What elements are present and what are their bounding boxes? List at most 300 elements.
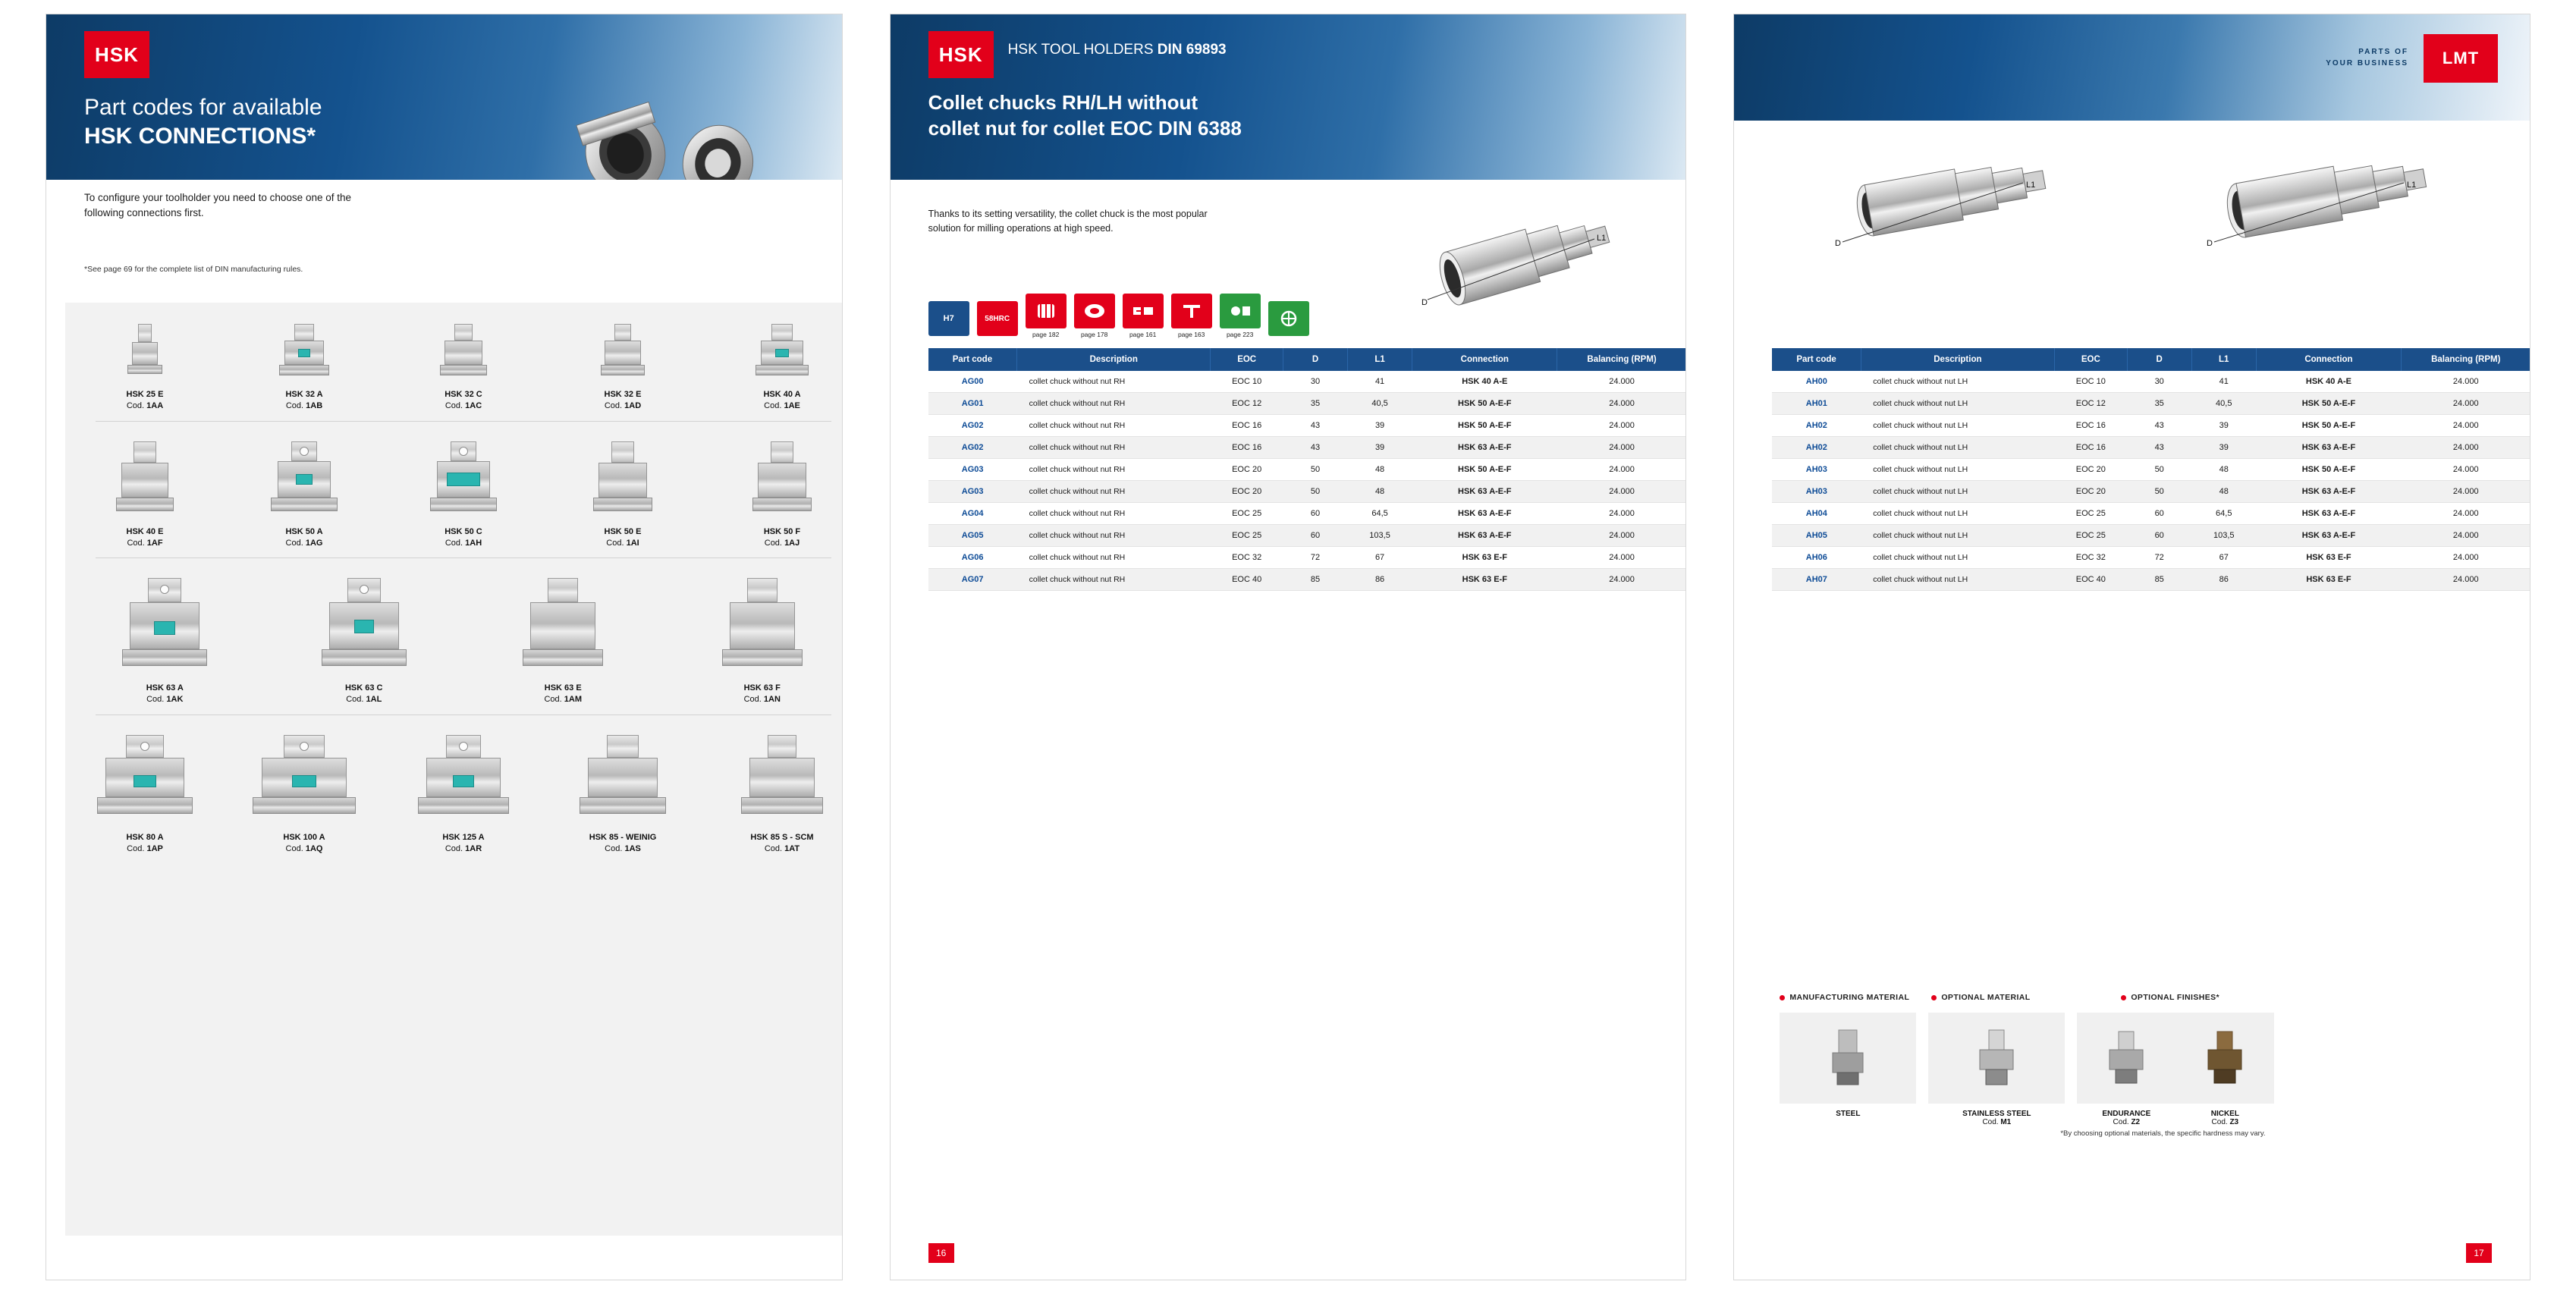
th-eoc: EOC	[2054, 348, 2127, 371]
cell-description: collet chuck without nut LH	[1861, 459, 2054, 481]
cell-l1: 64,5	[2191, 503, 2256, 525]
th-eoc: EOC	[1211, 348, 1283, 371]
cod-label: Cod.	[285, 400, 304, 410]
cell-eoc: EOC 12	[2054, 393, 2127, 415]
cell-balancing: 24.000	[2402, 415, 2530, 437]
th-description: Description	[1861, 348, 2054, 371]
page2-title	[928, 90, 1242, 142]
icon-group[interactable]	[975, 301, 1019, 338]
cod-value: 1AT	[784, 843, 800, 853]
cell-d: 60	[2127, 503, 2191, 525]
table-row[interactable]	[928, 393, 1687, 415]
connection-item[interactable]	[240, 324, 369, 412]
th-connection: Connection	[1412, 348, 1557, 371]
cell-part-code: AH07	[1772, 569, 1861, 591]
cell-balancing: 24.000	[1557, 503, 1686, 525]
icon-caption: page 161	[1129, 331, 1157, 338]
cell-d: 35	[1283, 393, 1348, 415]
cell-connection: HSK 50 A-E-F	[2256, 393, 2401, 415]
cell-eoc: EOC 16	[1211, 437, 1283, 459]
dimension-l1-label: L1	[2407, 181, 2417, 190]
cell-connection: HSK 40 A-E	[2256, 371, 2401, 393]
cell-eoc: EOC 20	[2054, 459, 2127, 481]
nut-icon	[1074, 294, 1115, 328]
connection-item[interactable]	[240, 441, 369, 549]
cell-part-code: AG00	[928, 371, 1017, 393]
cell-connection: HSK 63 A-E-F	[1412, 503, 1557, 525]
cell-d: 30	[1283, 371, 1348, 393]
cell-description: collet chuck without nut RH	[1017, 393, 1211, 415]
product-drawing-row	[1780, 128, 2523, 265]
cell-balancing: 24.000	[1557, 481, 1686, 503]
material-cards	[1780, 1013, 2523, 1126]
page-title	[84, 93, 322, 152]
connection-name: HSK 40 E	[126, 526, 164, 536]
cod-label: Cod.	[346, 695, 364, 705]
page2-title-line1: Collet chucks RH/LH without	[928, 91, 1198, 114]
connection-name: HSK 63 F	[743, 683, 781, 693]
icon-group[interactable]	[1073, 294, 1117, 338]
page2-title-line2: collet nut for collet EOC DIN 6388	[928, 116, 1242, 140]
icon-group[interactable]	[1218, 294, 1262, 338]
material-name: STEEL	[1836, 1110, 1861, 1118]
cell-balancing: 24.000	[2402, 503, 2530, 525]
balanced-glyph	[1276, 309, 1302, 328]
legend-head-optional-material	[1931, 993, 2121, 1002]
cell-connection: HSK 63 E-F	[1412, 569, 1557, 591]
cell-d: 85	[2127, 569, 2191, 591]
coolant-icon	[1220, 294, 1261, 328]
connection-item[interactable]	[80, 441, 209, 549]
th-l1: L1	[2191, 348, 2256, 371]
material-name: STAINLESS STEEL	[1962, 1110, 2031, 1118]
cell-l1: 103,5	[1348, 525, 1412, 547]
table-header-row	[928, 348, 1687, 371]
table-row[interactable]	[1772, 371, 2530, 393]
connection-item[interactable]	[558, 735, 687, 855]
cell-connection: HSK 50 A-E-F	[1412, 393, 1557, 415]
cell-d: 43	[1283, 437, 1348, 459]
lmt-logo: LMT	[2424, 34, 2498, 83]
parts-of-line2: YOUR BUSINESS	[2326, 59, 2409, 68]
cell-description: collet chuck without nut LH	[1861, 415, 2054, 437]
cell-description: collet chuck without nut LH	[1861, 525, 2054, 547]
cell-l1: 39	[2191, 415, 2256, 437]
cell-l1: 103,5	[2191, 525, 2256, 547]
icon-group[interactable]	[1121, 294, 1165, 338]
connection-item[interactable]	[284, 578, 444, 705]
table-row[interactable]	[928, 415, 1687, 437]
th-l1: L1	[1348, 348, 1412, 371]
icon-group[interactable]	[1024, 294, 1068, 338]
endurance-sample-icon	[2105, 1024, 2147, 1092]
cell-eoc: EOC 10	[2054, 371, 2127, 393]
page-collet-chucks-rh	[890, 14, 1687, 1280]
cod-label: Cod.	[764, 538, 782, 548]
legend-head-label: MANUFACTURING MATERIAL	[1789, 993, 1910, 1002]
feature-icon-row	[927, 294, 1311, 338]
bullet-icon	[1780, 995, 1785, 1000]
cell-eoc: EOC 40	[1211, 569, 1283, 591]
connection-item[interactable]	[718, 441, 843, 549]
material-card-stainless[interactable]	[1928, 1013, 2065, 1126]
cell-l1: 64,5	[1348, 503, 1412, 525]
table-row[interactable]	[928, 371, 1687, 393]
page-title-line2: HSK CONNECTIONS*	[84, 124, 316, 149]
icon-group[interactable]	[1170, 294, 1214, 338]
cod-value: 1AL	[366, 695, 382, 705]
cell-part-code: AH00	[1772, 371, 1861, 393]
cell-part-code: AG04	[928, 503, 1017, 525]
cell-d: 60	[2127, 525, 2191, 547]
th-part-code: Part code	[928, 348, 1017, 371]
cell-part-code: AH04	[1772, 503, 1861, 525]
table-row[interactable]	[928, 547, 1687, 569]
cell-description: collet chuck without nut LH	[1861, 371, 2054, 393]
cell-d: 43	[2127, 415, 2191, 437]
table-row[interactable]	[928, 569, 1687, 591]
cell-balancing: 24.000	[2402, 481, 2530, 503]
cod-value: 1AS	[624, 843, 641, 853]
cell-l1: 48	[1348, 459, 1412, 481]
cell-connection: HSK 63 E-F	[1412, 547, 1557, 569]
cod-label: Cod.	[285, 538, 303, 548]
steel-sample-icon	[1825, 1024, 1871, 1092]
cell-l1: 40,5	[2191, 393, 2256, 415]
stainless-sample-icon	[1974, 1024, 2019, 1092]
cell-balancing: 24.000	[2402, 437, 2530, 459]
cod-label: Cod.	[764, 843, 783, 853]
balanced-icon	[1268, 301, 1309, 336]
connection-name: HSK 25 E	[126, 390, 164, 399]
material-name: ENDURANCE	[2102, 1110, 2151, 1118]
connection-name: HSK 32 E	[604, 390, 642, 399]
cell-description: collet chuck without nut RH	[1017, 415, 1211, 437]
cod-label: Cod.	[127, 538, 145, 548]
cell-eoc: EOC 16	[1211, 415, 1283, 437]
table-row[interactable]	[1772, 525, 2530, 547]
legend-head-label: OPTIONAL FINISHES*	[2131, 993, 2220, 1002]
hardness-icon: 58HRC	[977, 301, 1018, 336]
product-drawing-left	[1798, 128, 2132, 265]
wrench-icon	[1123, 294, 1164, 328]
dimension-d-label: D	[1422, 298, 1428, 307]
materials-legend	[1780, 993, 2523, 1126]
cell-part-code: AH06	[1772, 547, 1861, 569]
page-number-badge: 16	[928, 1243, 954, 1263]
cell-d: 35	[2127, 393, 2191, 415]
cell-balancing: 24.000	[2402, 525, 2530, 547]
page1-intro: To configure your toolholder you need to choose one of the following connections first.	[84, 192, 351, 219]
connection-name: HSK 40 A	[763, 390, 801, 399]
material-card-nickel[interactable]	[2175, 1013, 2274, 1126]
cell-balancing: 24.000	[2402, 371, 2530, 393]
cod-label: Cod.	[146, 695, 165, 705]
cod-value: 1AM	[564, 695, 583, 705]
cell-l1: 48	[2191, 459, 2256, 481]
cod-label: Cod.	[445, 400, 463, 410]
cell-balancing: 24.000	[1557, 415, 1686, 437]
cell-description: collet chuck without nut LH	[1861, 481, 2054, 503]
legend-heads	[1780, 993, 2523, 1002]
tbar-icon	[1171, 294, 1212, 328]
wrench-glyph	[1130, 301, 1156, 321]
cod-label: Cod.	[285, 843, 303, 853]
connection-name: HSK 32 C	[445, 390, 482, 399]
connections-row	[65, 422, 843, 559]
icon-group[interactable]	[927, 301, 971, 338]
spec-table-lh	[1772, 348, 2530, 591]
cell-eoc: EOC 20	[1211, 481, 1283, 503]
dimension-l1-label: L1	[2026, 181, 2036, 190]
connection-name: HSK 63 E	[544, 683, 582, 693]
cell-balancing: 24.000	[2402, 547, 2530, 569]
parts-of-your-business	[2326, 46, 2408, 69]
cell-part-code: AG01	[928, 393, 1017, 415]
cell-balancing: 24.000	[1557, 547, 1686, 569]
legend-head-label: OPTIONAL MATERIAL	[1941, 993, 2031, 1002]
cod-label: Cod.	[606, 538, 624, 548]
table-row[interactable]	[1772, 503, 2530, 525]
h7-icon: H7	[928, 301, 969, 336]
connection-name: HSK 100 A	[283, 833, 325, 843]
connection-item[interactable]	[558, 324, 687, 412]
cod-value: 1AJ	[784, 538, 800, 548]
connection-item[interactable]	[399, 735, 528, 855]
connection-item[interactable]	[80, 735, 209, 855]
cod-value: 1AB	[306, 400, 323, 410]
cell-eoc: EOC 20	[2054, 481, 2127, 503]
connection-item[interactable]	[240, 735, 369, 855]
th-d: D	[1283, 348, 1348, 371]
icon-caption: page 182	[1032, 331, 1060, 338]
icon-group[interactable]	[1267, 301, 1311, 338]
cell-description: collet chuck without nut RH	[1017, 547, 1211, 569]
connection-name: HSK 50 A	[285, 526, 323, 536]
nut-glyph	[1082, 301, 1107, 321]
table-row[interactable]	[928, 437, 1687, 459]
page2-header	[891, 14, 1686, 180]
cod-value: 1AK	[166, 695, 184, 705]
icon-caption: page 223	[1226, 331, 1254, 338]
connection-name: HSK 50 F	[763, 526, 801, 536]
spec-table-rh	[928, 348, 1687, 591]
cell-description: collet chuck without nut RH	[1017, 569, 1211, 591]
cell-eoc: EOC 32	[1211, 547, 1283, 569]
cod-label: Cod.	[764, 400, 782, 410]
table-row[interactable]	[928, 459, 1687, 481]
cell-l1: 86	[2191, 569, 2256, 591]
table-row[interactable]	[1772, 393, 2530, 415]
connections-row	[65, 558, 843, 715]
cell-l1: 48	[1348, 481, 1412, 503]
cell-part-code: AG06	[928, 547, 1017, 569]
cell-connection: HSK 63 A-E-F	[2256, 503, 2401, 525]
connection-item[interactable]	[80, 324, 209, 412]
material-cod-value: Z3	[2229, 1118, 2239, 1126]
cod-label: Cod.	[604, 400, 623, 410]
coolant-glyph	[1227, 301, 1253, 321]
connection-name: HSK 50 E	[604, 526, 642, 536]
bullet-icon	[2121, 995, 2126, 1000]
connections-grid	[65, 303, 843, 1236]
cell-eoc: EOC 16	[2054, 437, 2127, 459]
cod-value: 1AD	[624, 400, 642, 410]
table-row[interactable]	[928, 525, 1687, 547]
cell-part-code: AH02	[1772, 437, 1861, 459]
page1-footnote: *See page 69 for the complete list of DIN manufacturing rules.	[84, 265, 303, 274]
dimension-d-label: D	[2207, 239, 2213, 248]
cell-part-code: AH03	[1772, 481, 1861, 503]
connections-row	[65, 715, 843, 855]
toolholders-photo	[513, 81, 831, 180]
cell-eoc: EOC 10	[1211, 371, 1283, 393]
connections-row	[65, 303, 843, 422]
connection-item[interactable]	[718, 324, 843, 412]
kicker-bold: DIN 69893	[1157, 42, 1227, 58]
hsk-badge: HSK	[84, 31, 149, 78]
cod-value: 1AN	[763, 695, 781, 705]
page-hsk-connections	[46, 14, 843, 1280]
th-connection: Connection	[2256, 348, 2401, 371]
cell-part-code: AH02	[1772, 415, 1861, 437]
icon-caption: page 163	[1177, 331, 1205, 338]
cell-part-code: AG07	[928, 569, 1017, 591]
connection-name: HSK 50 C	[445, 526, 482, 536]
cell-eoc: EOC 25	[1211, 503, 1283, 525]
cell-l1: 41	[1348, 371, 1412, 393]
cell-d: 60	[1283, 525, 1348, 547]
cod-label: Cod.	[605, 843, 623, 853]
connection-item[interactable]	[718, 735, 843, 855]
cell-d: 60	[1283, 503, 1348, 525]
product-drawing	[1405, 195, 1655, 324]
cod-value: 1AE	[784, 400, 800, 410]
cell-balancing: 24.000	[1557, 569, 1686, 591]
table-row[interactable]	[1772, 547, 2530, 569]
cell-balancing: 24.000	[2402, 459, 2530, 481]
tbar-glyph	[1179, 301, 1205, 321]
cell-connection: HSK 50 A-E-F	[1412, 415, 1557, 437]
cell-connection: HSK 50 A-E-F	[2256, 459, 2401, 481]
material-cod-value: Z2	[2131, 1118, 2141, 1126]
th-d: D	[2127, 348, 2191, 371]
cod-value: 1AC	[465, 400, 482, 410]
page3-header	[1734, 14, 2530, 121]
cell-d: 50	[2127, 459, 2191, 481]
material-cod-label: Cod.	[2113, 1118, 2129, 1126]
cod-value: 1AI	[626, 538, 639, 548]
cell-part-code: AG02	[928, 415, 1017, 437]
cell-eoc: EOC 40	[2054, 569, 2127, 591]
connection-name: HSK 63 A	[146, 683, 184, 693]
cell-connection: HSK 63 A-E-F	[1412, 525, 1557, 547]
cell-eoc: EOC 20	[1211, 459, 1283, 481]
parts-of-line1: PARTS OF	[2358, 48, 2409, 56]
material-card-endurance[interactable]	[2077, 1013, 2175, 1126]
cell-part-code: AG03	[928, 459, 1017, 481]
cell-balancing: 24.000	[1557, 371, 1686, 393]
cell-connection: HSK 50 A-E-F	[2256, 415, 2401, 437]
cod-value: 1AP	[146, 843, 163, 853]
cell-balancing: 24.000	[1557, 525, 1686, 547]
legend-head-optional-finishes	[2121, 993, 2219, 1002]
cod-label: Cod.	[445, 538, 463, 548]
cell-connection: HSK 63 E-F	[2256, 569, 2401, 591]
connection-item[interactable]	[399, 441, 528, 549]
cell-description: collet chuck without nut RH	[1017, 437, 1211, 459]
cod-value: 1AH	[465, 538, 482, 548]
page1-header	[46, 14, 842, 180]
cell-description: collet chuck without nut RH	[1017, 481, 1211, 503]
cell-eoc: EOC 25	[2054, 503, 2127, 525]
cell-d: 30	[2127, 371, 2191, 393]
table-row[interactable]	[928, 503, 1687, 525]
cod-label: Cod.	[126, 400, 145, 410]
page2-intro: Thanks to its setting versatility, the collet chuck is the most popular solution for milling operations at high speed.	[928, 209, 1208, 234]
cell-l1: 40,5	[1348, 393, 1412, 415]
table-row[interactable]	[1772, 569, 2530, 591]
connection-item[interactable]	[683, 578, 842, 705]
cell-part-code: AH03	[1772, 459, 1861, 481]
cell-l1: 39	[1348, 415, 1412, 437]
cell-part-code: AG05	[928, 525, 1017, 547]
cell-part-code: AH05	[1772, 525, 1861, 547]
connection-name: HSK 85 - WEINIG	[589, 833, 657, 843]
collet-glyph	[1033, 301, 1059, 321]
connection-name: HSK 63 C	[344, 683, 383, 693]
cell-l1: 67	[1348, 547, 1412, 569]
cell-part-code: AG03	[928, 481, 1017, 503]
cod-value: 1AG	[305, 538, 323, 548]
material-cod-label: Cod.	[2211, 1118, 2228, 1126]
cell-balancing: 24.000	[2402, 393, 2530, 415]
cod-value: 1AF	[146, 538, 163, 548]
table-row[interactable]	[1772, 459, 2530, 481]
connection-item[interactable]	[483, 578, 642, 705]
cell-connection: HSK 63 E-F	[2256, 547, 2401, 569]
table-row[interactable]	[1772, 415, 2530, 437]
cell-d: 50	[1283, 481, 1348, 503]
table-row[interactable]	[1772, 437, 2530, 459]
connection-item[interactable]	[558, 441, 687, 549]
cell-description: collet chuck without nut LH	[1861, 569, 2054, 591]
page2-kicker	[1008, 42, 1227, 58]
table-row[interactable]	[928, 481, 1687, 503]
material-cod-label: Cod.	[1982, 1118, 1999, 1126]
cell-description: collet chuck without nut RH	[1017, 459, 1211, 481]
cod-value: 1AR	[465, 843, 482, 853]
connection-item[interactable]	[399, 324, 528, 412]
kicker-plain: HSK TOOL HOLDERS	[1007, 42, 1158, 58]
cell-l1: 39	[1348, 437, 1412, 459]
cell-connection: HSK 63 A-E-F	[2256, 525, 2401, 547]
th-description: Description	[1017, 348, 1211, 371]
cod-value: 1AQ	[305, 843, 323, 853]
connection-name: HSK 125 A	[442, 833, 485, 843]
connection-item[interactable]	[85, 578, 244, 705]
cell-connection: HSK 50 A-E-F	[1412, 459, 1557, 481]
table-header-row	[1772, 348, 2530, 371]
cell-d: 50	[2127, 481, 2191, 503]
th-part-code: Part code	[1772, 348, 1861, 371]
cell-d: 43	[2127, 437, 2191, 459]
material-card-steel[interactable]	[1780, 1013, 1916, 1126]
table-row[interactable]	[1772, 481, 2530, 503]
nickel-sample-icon	[2204, 1024, 2246, 1092]
cell-balancing: 24.000	[2402, 569, 2530, 591]
cod-label: Cod.	[127, 843, 145, 853]
